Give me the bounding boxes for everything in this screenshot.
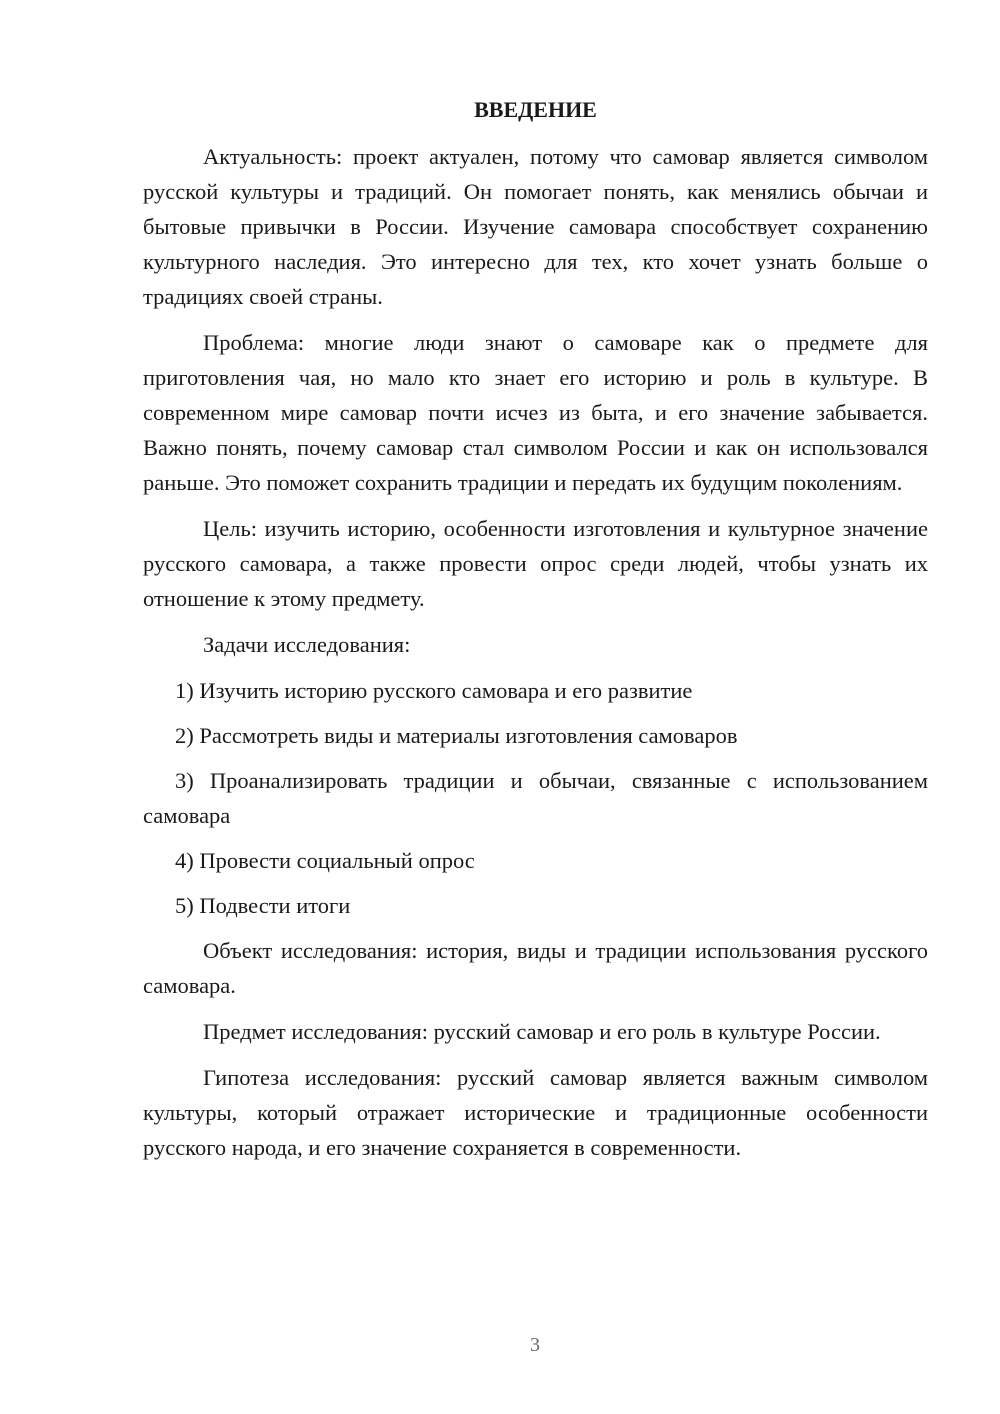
document-page [143, 95, 928, 1176]
task-item-4: 4) Провести социальный опрос [175, 848, 475, 873]
object-paragraph: Объект исследования: история, виды и традиции использования русского самовара. [143, 938, 928, 998]
task-item-2: 2) Рассмотреть виды и материалы изготовления самоваров [175, 723, 738, 748]
subject-paragraph: Предмет исследования: русский самовар и его роль в культуре России. [203, 1019, 881, 1044]
page-number: 3 [530, 1334, 540, 1356]
task-item-5: 5) Подвести итоги [175, 893, 351, 918]
tasks-title: Задачи исследования: [203, 632, 411, 657]
section-heading: ВВЕДЕНИЕ [474, 97, 597, 122]
problem-paragraph: Проблема: многие люди знают о самоваре как о предмете для приготовления чая, но мало кто знает его историю и роль в культуре. В современном мире самовар почти исчез из быта, и его значение забывается. Важно понять, почему самовар стал символом России и как он использовался раньше. Это поможет сохранить традиции и передать их будущим поколениям. [143, 330, 928, 495]
tasks-list [143, 673, 928, 923]
relevance-paragraph: Актуальность: проект актуален, потому что самовар является символом русской культуры и традиций. Он помогает понять, как менялись обычаи и бытовые привычки в России. Изучение самовара способствует сохранению культурного наследия. Это интересно для тех, кто хочет узнать больше о традициях своей страны. [143, 144, 928, 309]
goal-paragraph: Цель: изучить историю, особенности изготовления и культурное значение русского самовара, а также провести опрос среди людей, чтобы узнать их отношение к этому предмету. [143, 516, 928, 611]
task-item-1: 1) Изучить историю русского самовара и его развитие [175, 678, 693, 703]
hypothesis-paragraph: Гипотеза исследования: русский самовар является важным символом культуры, который отражает исторические и традиционные особенности русского народа, и его значение сохраняется в современности. [143, 1065, 928, 1160]
task-item-3: 3) Проанализировать традиции и обычаи, связанные с использованием самовара [143, 768, 928, 828]
